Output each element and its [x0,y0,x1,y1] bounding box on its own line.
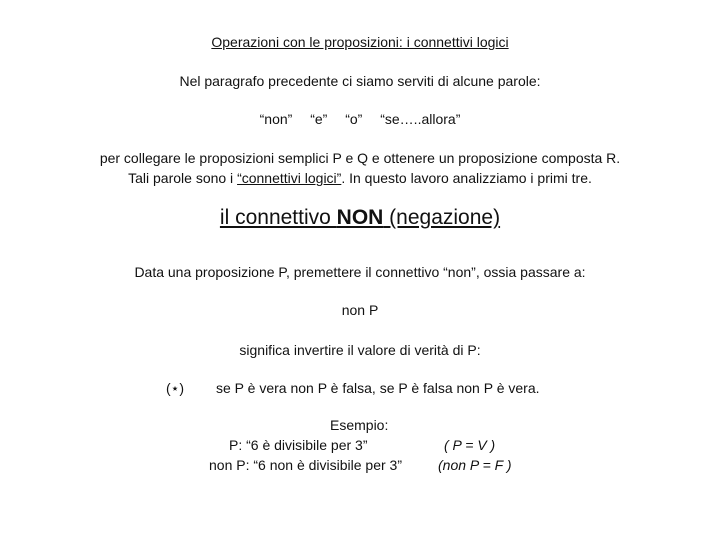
paragraph-line-1: per collegare le proposizioni semplici P e Q e ottenere un proposizione composta R. [99,150,621,166]
heading-prefix: il connettivo [219,206,337,229]
connettivi-logici-term: “connettivi logici” [237,170,342,186]
rule-text: se P è vera non P è falsa, se P è falsa non P è vera. [216,380,540,396]
paragraph-line-2 [0,170,720,186]
example-label: Esempio: [330,417,389,433]
example-line-1: P: “6 è divisibile per 3” [229,437,368,453]
meaning-text: significa invertire il valore di verità di P: [239,342,481,358]
page-title: Operazioni con le proposizioni: i connettivi logici [211,34,509,50]
example-line-2: non P: “6 non è divisibile per 3” [209,457,402,473]
rule-marker: (⋆) [166,380,185,396]
word-e: “e” [310,111,328,127]
heading-suffix: (negazione) [383,206,501,229]
paragraph-line-2-before: Tali parole sono i [128,170,238,186]
non-p-expression: non P [341,302,379,318]
heading-bold: NON [336,206,384,229]
example-value-1: ( P = V ) [444,437,496,453]
word-se-allora: “se…..allora” [380,111,461,127]
intro-text: Nel paragrafo precedente ci siamo serviti di alcune parole: [179,73,541,89]
section-heading [0,206,720,230]
paragraph-line-2-after: . In questo lavoro analizziamo i primi tre. [341,170,592,186]
word-o: “o” [345,111,363,127]
connective-words [0,111,720,127]
example-value-2: (non P = F ) [438,457,512,473]
word-non: “non” [259,111,293,127]
definition-text: Data una proposizione P, premettere il connettivo “non”, ossia passare a: [134,264,586,280]
